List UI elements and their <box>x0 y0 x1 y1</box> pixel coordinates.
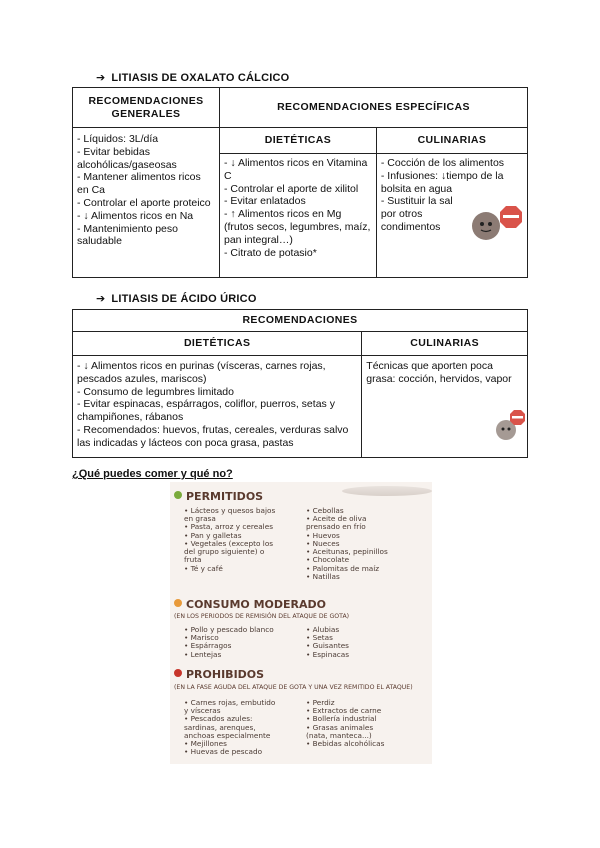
list-item: - Citrato de potasio* <box>224 246 317 259</box>
green-dot-icon <box>174 491 182 499</box>
list-item: - Mantener alimentos ricos en Ca <box>77 171 201 197</box>
list-item: • Pollo y pescado blanco <box>184 625 274 634</box>
list-item: - Controlar el aporte proteico <box>77 196 211 209</box>
general-items <box>77 133 215 248</box>
list-item: • Vegetales (excepto los <box>184 538 274 548</box>
header-dieteticas: DIETÉTICAS <box>220 128 377 154</box>
list-item: - Cocción de los alimentos <box>380 157 505 169</box>
dieteticas-cell <box>220 154 377 278</box>
list-item: en grasa <box>184 514 216 524</box>
list-item: • Marisco <box>184 633 219 643</box>
arrow-right-icon: ➔ <box>96 72 106 84</box>
list-item: (nata, manteca...) <box>306 730 372 740</box>
moderado-left-list <box>184 626 274 659</box>
list-item: - ↑ Alimentos ricos en Mg (frutos secos, legumbres, maíz, pan integral…) <box>224 208 371 246</box>
section-title-oxalato <box>96 71 289 84</box>
permitidos-right-list <box>306 507 388 581</box>
list-item: • Pasta, arroz y cereales <box>184 522 273 532</box>
kidney-stone-sticker-icon <box>494 408 526 442</box>
red-dot-icon <box>174 669 182 677</box>
header-dieteticas: DIETÉTICAS <box>73 332 362 356</box>
list-item: • Huevas de pescado <box>184 747 263 757</box>
list-item: - Evitar espinacas, espárragos, coliflor, puerros, setas y champiñones, rábanos <box>77 398 335 424</box>
list-item: • Alubias <box>306 625 340 634</box>
list-item: • Aceite de oliva <box>306 514 367 524</box>
list-item: • Lácteos y quesos bajos <box>184 506 276 515</box>
list-item: - Evitar bebidas alcohólicas/gaseosas <box>77 145 177 171</box>
prohibidos-title: PROHIBIDOS <box>186 668 265 681</box>
list-item: - ↓ Alimentos ricos en Vitamina C <box>224 157 368 182</box>
list-item: • Espárragos <box>184 641 232 651</box>
list-item: • Lentejas <box>184 649 222 659</box>
list-item: - ↓ Alimentos ricos en Na <box>77 209 194 222</box>
list-item: • Guisantes <box>306 641 349 651</box>
list-item: - Recomendados: huevos, frutas, cereales, verduras salvo las indicadas y lácteos con poca grasa, pastas <box>77 423 349 449</box>
header-general: RECOMENDACIONES GENERALES <box>73 88 220 128</box>
urico-table <box>72 309 528 458</box>
list-item: • Natillas <box>306 571 340 581</box>
list-item: • Setas <box>306 633 333 643</box>
header-culinarias: CULINARIAS <box>362 332 528 356</box>
prohibidos-right-list <box>306 699 384 748</box>
list-item: del grupo siguiente) o <box>184 547 265 557</box>
list-item: - Evitar enlatados <box>224 195 306 208</box>
list-item: - Mantenimiento peso saludable <box>77 222 178 248</box>
list-item: prensado en frío <box>306 522 366 532</box>
list-item: • Extractos de carne <box>306 706 382 716</box>
question-heading: ¿Qué puedes comer y qué no? <box>72 468 233 480</box>
permitidos-header <box>174 490 263 503</box>
moderado-header <box>174 598 326 611</box>
list-item: - Infusiones: ↓tiempo de la bolsita en agua <box>380 169 504 195</box>
prohibidos-left-list <box>184 699 275 757</box>
oxalato-table <box>72 87 528 278</box>
kidney-stone-sticker-icon <box>468 202 524 242</box>
list-item: • Pan y galletas <box>184 530 242 540</box>
list-item: anchoas especialmente <box>184 730 271 740</box>
arrow-right-icon: ➔ <box>96 293 106 305</box>
list-item: fruta <box>184 555 202 565</box>
list-item: • Espinacas <box>306 649 350 659</box>
list-item: • Nueces <box>306 538 340 548</box>
list-item: • Grasas animales <box>306 722 374 732</box>
list-item: • Aceitunas, pepinillos <box>306 547 388 557</box>
prohibidos-header <box>174 668 264 681</box>
list-item: • Huevos <box>306 530 340 540</box>
plate-icon <box>342 486 432 496</box>
list-item: • Bebidas alcohólicas <box>306 739 385 749</box>
moderado-title: CONSUMO MODERADO <box>186 598 327 611</box>
list-item: • Pescados azules: <box>184 714 253 724</box>
permitidos-left-list <box>184 507 275 573</box>
list-item: y vísceras <box>184 706 221 716</box>
list-item: • Chocolate <box>306 555 350 565</box>
list-item: - Líquidos: 3L/día <box>77 133 159 145</box>
list-item: - Sustituir la sal por otros condimentos <box>380 195 453 233</box>
list-item: • Té y café <box>184 563 223 573</box>
list-item: • Palomitas de maíz <box>306 563 380 573</box>
header-recomendaciones: RECOMENDACIONES <box>73 310 528 332</box>
list-item: - Controlar el aporte de xilitol <box>224 182 359 195</box>
prohibidos-subtitle: (EN LA FASE AGUDA DEL ATAQUE DE GOTA Y UNA VEZ REMITIDO EL ATAQUE) <box>174 684 413 691</box>
list-item: • Bollería industrial <box>306 714 377 724</box>
list-item: • Carnes rojas, embutido <box>184 698 276 707</box>
header-specific: RECOMENDACIONES ESPECÍFICAS <box>220 88 528 128</box>
general-items-cell <box>73 128 220 278</box>
list-item: - ↓ Alimentos ricos en purinas (vísceras, carnes rojas, pescados azules, mariscos) <box>77 360 326 385</box>
list-item: • Cebollas <box>306 506 344 515</box>
orange-dot-icon <box>174 599 182 607</box>
section-title-text: LITIASIS DE OXALATO CÁLCICO <box>111 72 290 84</box>
gout-food-infographic <box>170 482 432 764</box>
permitidos-title: PERMITIDOS <box>186 490 264 503</box>
list-item: - Consumo de legumbres limitado <box>77 385 234 398</box>
list-item: sardinas, arenques, <box>184 722 256 732</box>
culinarias-text: Técnicas que aporten poca grasa: cocción, hervidos, vapor <box>366 360 512 385</box>
section-title-urico <box>96 292 257 305</box>
header-culinarias: CULINARIAS <box>376 128 527 154</box>
list-item: • Perdiz <box>306 698 335 707</box>
list-item: • Mejillones <box>184 739 227 749</box>
moderado-subtitle: (EN LOS PERIODOS DE REMISIÓN DEL ATAQUE DE GOTA) <box>174 613 350 620</box>
section-title-text: LITIASIS DE ÁCIDO ÚRICO <box>111 293 257 305</box>
urico-culinarias-cell <box>362 356 528 458</box>
moderado-right-list <box>306 626 349 659</box>
urico-dieteticas-cell <box>73 356 362 458</box>
